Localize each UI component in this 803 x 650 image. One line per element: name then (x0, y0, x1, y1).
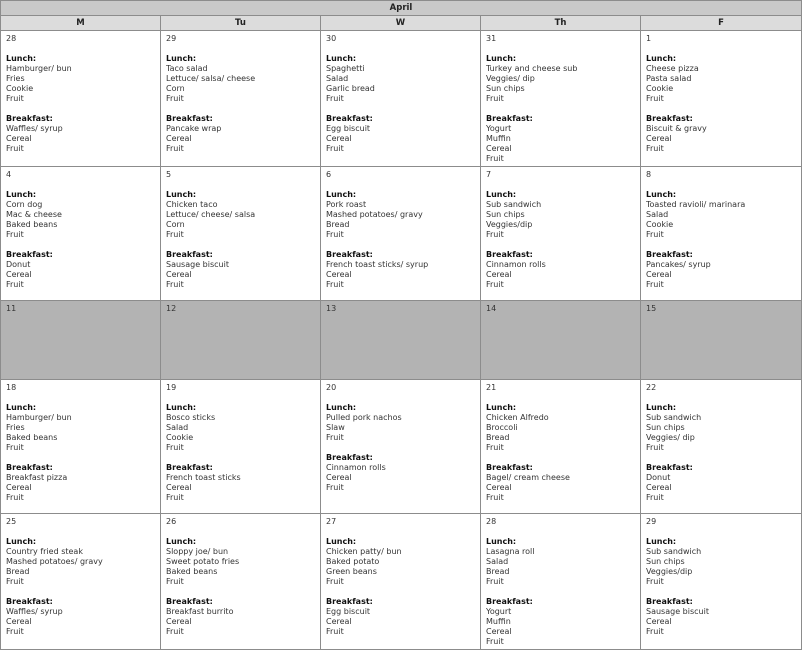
date-number: 13 (326, 304, 337, 313)
month-title: April (1, 1, 802, 16)
lunch-item: Green beans (326, 567, 377, 576)
section-spacer (486, 240, 635, 250)
date-number: 18 (6, 383, 17, 392)
date-number: 6 (326, 170, 332, 179)
lunch-item: Salad (326, 74, 349, 83)
breakfast-item: Egg biscuit (326, 607, 371, 616)
breakfast-item: Fruit (326, 627, 344, 636)
lunch-heading: Lunch: (646, 537, 677, 546)
breakfast-item: Fruit (166, 493, 184, 502)
section-spacer (166, 587, 315, 597)
no-school-day-cell (161, 301, 321, 380)
breakfast-item: Pancake wrap (166, 124, 222, 133)
day-cell (1, 167, 161, 301)
breakfast-heading: Breakfast: (486, 597, 533, 606)
lunch-heading: Lunch: (486, 537, 517, 546)
lunch-item: Fruit (646, 230, 664, 239)
day-cell (1, 380, 161, 514)
lunch-item: Sub sandwich (646, 413, 702, 422)
section-spacer (326, 104, 475, 114)
no-school-day-cell (321, 301, 481, 380)
date-number: 19 (166, 383, 177, 392)
breakfast-item: Cereal (326, 473, 352, 482)
lunch-item: Salad (646, 210, 669, 219)
month-title-row (1, 1, 802, 16)
lunch-item: Bosco sticks (166, 413, 216, 422)
day-cell (321, 31, 481, 167)
day-cell (641, 167, 802, 301)
breakfast-item: Muffin (486, 134, 511, 143)
date-number: 30 (326, 34, 337, 43)
lunch-item: Pulled pork nachos (326, 413, 402, 422)
date-number: 31 (486, 34, 497, 43)
lunch-heading: Lunch: (486, 190, 517, 199)
lunch-item: Mac & cheese (6, 210, 62, 219)
breakfast-item: Waffles/ syrup (6, 607, 63, 616)
lunch-item: Baked beans (166, 567, 218, 576)
lunch-item: Fruit (6, 230, 24, 239)
breakfast-item: Fruit (6, 493, 24, 502)
breakfast-item: Fruit (486, 637, 504, 646)
weekday-header-row (1, 16, 802, 31)
section-spacer (486, 587, 635, 597)
breakfast-item: Egg biscuit (326, 124, 371, 133)
section-spacer (6, 104, 155, 114)
breakfast-item: Fruit (326, 483, 344, 492)
lunch-item: Fruit (6, 577, 24, 586)
breakfast-heading: Breakfast: (6, 114, 53, 123)
lunch-item: Salad (486, 557, 509, 566)
lunch-item: Hamburger/ bun (6, 64, 72, 73)
breakfast-item: Fruit (166, 144, 184, 153)
breakfast-item: Cereal (6, 483, 32, 492)
breakfast-item: Cereal (326, 270, 352, 279)
breakfast-item: Cereal (166, 483, 192, 492)
breakfast-item: Fruit (6, 627, 24, 636)
lunch-item: Chicken taco (166, 200, 218, 209)
lunch-item: Fruit (486, 443, 504, 452)
breakfast-item: Muffin (486, 617, 511, 626)
day-cell (481, 31, 641, 167)
lunch-item: Veggies/dip (486, 220, 533, 229)
day-cell (161, 31, 321, 167)
lunch-item: Slaw (326, 423, 345, 432)
day-cell (641, 514, 802, 650)
lunch-item: Pasta salad (646, 74, 692, 83)
lunch-item: Sweet potato fries (166, 557, 240, 566)
breakfast-item: Fruit (646, 627, 664, 636)
breakfast-item: Breakfast pizza (6, 473, 68, 482)
breakfast-item: Fruit (166, 627, 184, 636)
lunch-item: Cookie (646, 84, 674, 93)
lunch-item: Toasted ravioli/ marinara (646, 200, 746, 209)
section-spacer (646, 587, 796, 597)
breakfast-item: Breakfast burrito (166, 607, 234, 616)
lunch-item: Sub sandwich (646, 547, 702, 556)
lunch-item: Corn dog (6, 200, 43, 209)
section-spacer (646, 104, 796, 114)
weekday-header: M (1, 16, 161, 31)
lunch-item: Broccoli (486, 423, 518, 432)
lunch-item: Salad (166, 423, 189, 432)
breakfast-heading: Breakfast: (166, 114, 213, 123)
breakfast-item: Fruit (326, 144, 344, 153)
breakfast-heading: Breakfast: (166, 463, 213, 472)
breakfast-item: French toast sticks (166, 473, 241, 482)
lunch-item: Corn (166, 84, 185, 93)
breakfast-item: Fruit (486, 493, 504, 502)
breakfast-item: French toast sticks/ syrup (326, 260, 429, 269)
lunch-item: Fruit (166, 577, 184, 586)
lunch-item: Spaghetti (326, 64, 365, 73)
breakfast-item: Fruit (166, 280, 184, 289)
date-number: 14 (486, 304, 497, 313)
breakfast-item: Sausage biscuit (166, 260, 229, 269)
breakfast-item: Cinnamon rolls (326, 463, 386, 472)
breakfast-item: Fruit (326, 280, 344, 289)
lunch-item: Sun chips (486, 84, 525, 93)
date-number: 15 (646, 304, 657, 313)
breakfast-heading: Breakfast: (326, 114, 373, 123)
breakfast-item: Cereal (326, 134, 352, 143)
breakfast-item: Donut (6, 260, 31, 269)
lunch-item: Hamburger/ bun (6, 413, 72, 422)
lunch-item: Fruit (166, 230, 184, 239)
weekday-header: W (321, 16, 481, 31)
lunch-heading: Lunch: (166, 54, 197, 63)
breakfast-item: Fruit (6, 280, 24, 289)
date-number: 20 (326, 383, 337, 392)
date-number: 29 (166, 34, 177, 43)
breakfast-item: Pancakes/ syrup (646, 260, 711, 269)
lunch-heading: Lunch: (166, 190, 197, 199)
section-spacer (326, 443, 475, 453)
date-number: 1 (646, 34, 652, 43)
lunch-item: Veggies/dip (646, 567, 693, 576)
lunch-item: Lettuce/ salsa/ cheese (166, 74, 256, 83)
lunch-item: Fruit (486, 230, 504, 239)
lunch-item: Fruit (166, 94, 184, 103)
lunch-item: Fruit (6, 94, 24, 103)
breakfast-item: Yogurt (486, 124, 512, 133)
lunch-item: Chicken patty/ bun (326, 547, 402, 556)
section-spacer (6, 240, 155, 250)
breakfast-item: Cereal (166, 617, 192, 626)
lunch-heading: Lunch: (646, 403, 677, 412)
breakfast-heading: Breakfast: (486, 114, 533, 123)
breakfast-item: Fruit (646, 144, 664, 153)
no-school-day-cell (481, 301, 641, 380)
date-number: 5 (166, 170, 172, 179)
day-cell (481, 167, 641, 301)
section-spacer (166, 240, 315, 250)
breakfast-item: Fruit (486, 154, 504, 163)
breakfast-heading: Breakfast: (326, 597, 373, 606)
lunch-item: Baked beans (6, 433, 58, 442)
breakfast-heading: Breakfast: (166, 597, 213, 606)
lunch-item: Country fried steak (6, 547, 83, 556)
lunch-item: Veggies/ dip (486, 74, 535, 83)
day-cell (161, 380, 321, 514)
lunch-item: Fruit (326, 433, 344, 442)
lunch-item: Bread (486, 433, 510, 442)
lunch-item: Baked beans (6, 220, 58, 229)
day-cell (1, 514, 161, 650)
breakfast-item: Fruit (646, 280, 664, 289)
lunch-item: Bread (326, 220, 350, 229)
breakfast-item: Sausage biscuit (646, 607, 709, 616)
day-cell (641, 380, 802, 514)
lunch-item: Turkey and cheese sub (486, 64, 578, 73)
lunch-item: Mashed potatoes/ gravy (326, 210, 423, 219)
breakfast-heading: Breakfast: (6, 250, 53, 259)
section-spacer (486, 453, 635, 463)
lunch-item: Garlic bread (326, 84, 375, 93)
lunch-item: Bread (6, 567, 30, 576)
breakfast-heading: Breakfast: (486, 250, 533, 259)
breakfast-heading: Breakfast: (646, 597, 693, 606)
lunch-item: Cookie (6, 84, 34, 93)
date-number: 25 (6, 517, 17, 526)
section-spacer (646, 453, 796, 463)
breakfast-item: Cereal (486, 270, 512, 279)
lunch-heading: Lunch: (326, 190, 357, 199)
lunch-item: Fruit (646, 94, 664, 103)
lunch-item: Fruit (166, 443, 184, 452)
lunch-item: Lettuce/ cheese/ salsa (166, 210, 256, 219)
breakfast-item: Cereal (646, 134, 672, 143)
week-row (1, 380, 802, 514)
date-number: 28 (6, 34, 17, 43)
weekday-header: Th (481, 16, 641, 31)
no-school-day-cell (641, 301, 802, 380)
section-spacer (326, 240, 475, 250)
section-spacer (166, 453, 315, 463)
breakfast-item: Cereal (6, 134, 32, 143)
lunch-item: Cookie (646, 220, 674, 229)
lunch-item: Bread (486, 567, 510, 576)
lunch-heading: Lunch: (6, 190, 37, 199)
lunch-item: Fruit (646, 577, 664, 586)
weekday-header: F (641, 16, 802, 31)
day-cell (321, 380, 481, 514)
breakfast-heading: Breakfast: (326, 250, 373, 259)
date-number: 21 (486, 383, 497, 392)
lunch-heading: Lunch: (166, 537, 197, 546)
date-number: 22 (646, 383, 657, 392)
lunch-item: Sub sandwich (486, 200, 542, 209)
date-number: 27 (326, 517, 337, 526)
lunch-item: Cookie (166, 433, 194, 442)
breakfast-item: Cereal (326, 617, 352, 626)
lunch-item: Fruit (486, 94, 504, 103)
breakfast-item: Cereal (486, 627, 512, 636)
lunch-item: Mashed potatoes/ gravy (6, 557, 103, 566)
day-cell (161, 514, 321, 650)
breakfast-heading: Breakfast: (6, 463, 53, 472)
breakfast-item: Cereal (486, 144, 512, 153)
section-spacer (326, 587, 475, 597)
lunch-item: Pork roast (326, 200, 367, 209)
breakfast-item: Bagel/ cream cheese (486, 473, 570, 482)
lunch-heading: Lunch: (6, 537, 37, 546)
breakfast-heading: Breakfast: (646, 114, 693, 123)
date-number: 12 (166, 304, 177, 313)
breakfast-heading: Breakfast: (166, 250, 213, 259)
day-cell (481, 380, 641, 514)
day-cell (641, 31, 802, 167)
week-row (1, 31, 802, 167)
lunch-heading: Lunch: (6, 54, 37, 63)
lunch-item: Fruit (646, 443, 664, 452)
lunch-item: Fruit (6, 443, 24, 452)
day-cell (321, 167, 481, 301)
day-cell (321, 514, 481, 650)
weekday-header: Tu (161, 16, 321, 31)
lunch-item: Sun chips (646, 423, 685, 432)
lunch-item: Chicken Alfredo (486, 413, 549, 422)
lunch-item: Taco salad (166, 64, 208, 73)
lunch-item: Lasagna roll (486, 547, 535, 556)
breakfast-heading: Breakfast: (646, 463, 693, 472)
lunch-item: Sun chips (646, 557, 685, 566)
lunch-item: Corn (166, 220, 185, 229)
breakfast-item: Cereal (6, 617, 32, 626)
breakfast-item: Cereal (486, 483, 512, 492)
breakfast-heading: Breakfast: (326, 453, 373, 462)
lunch-heading: Lunch: (646, 190, 677, 199)
lunch-heading: Lunch: (166, 403, 197, 412)
date-number: 28 (486, 517, 497, 526)
breakfast-item: Donut (646, 473, 671, 482)
breakfast-item: Fruit (646, 493, 664, 502)
breakfast-item: Fruit (486, 280, 504, 289)
lunch-heading: Lunch: (646, 54, 677, 63)
section-spacer (646, 240, 796, 250)
section-spacer (166, 104, 315, 114)
breakfast-item: Cinnamon rolls (486, 260, 546, 269)
lunch-item: Cheese pizza (646, 64, 699, 73)
breakfast-heading: Breakfast: (486, 463, 533, 472)
lunch-item: Fries (6, 74, 25, 83)
lunch-item: Veggies/ dip (646, 433, 695, 442)
lunch-item: Fruit (326, 94, 344, 103)
breakfast-item: Cereal (646, 270, 672, 279)
date-number: 4 (6, 170, 12, 179)
breakfast-item: Cereal (646, 617, 672, 626)
breakfast-heading: Breakfast: (646, 250, 693, 259)
week-row (1, 167, 802, 301)
lunch-item: Fruit (326, 230, 344, 239)
day-cell (481, 514, 641, 650)
lunch-heading: Lunch: (326, 403, 357, 412)
date-number: 7 (486, 170, 492, 179)
lunch-item: Fruit (486, 577, 504, 586)
day-cell (1, 31, 161, 167)
section-spacer (486, 104, 635, 114)
week-row (1, 514, 802, 650)
lunch-item: Sun chips (486, 210, 525, 219)
date-number: 29 (646, 517, 657, 526)
breakfast-item: Cereal (6, 270, 32, 279)
breakfast-item: Yogurt (486, 607, 512, 616)
lunch-item: Fruit (326, 577, 344, 586)
breakfast-item: Cereal (166, 134, 192, 143)
lunch-heading: Lunch: (326, 537, 357, 546)
section-spacer (6, 587, 155, 597)
calendar-body (1, 31, 802, 650)
lunch-heading: Lunch: (486, 403, 517, 412)
section-spacer (6, 453, 155, 463)
no-school-day-cell (1, 301, 161, 380)
breakfast-item: Cereal (166, 270, 192, 279)
breakfast-item: Fruit (6, 144, 24, 153)
breakfast-heading: Breakfast: (6, 597, 53, 606)
date-number: 26 (166, 517, 177, 526)
lunch-heading: Lunch: (486, 54, 517, 63)
lunch-item: Sloppy joe/ bun (166, 547, 229, 556)
lunch-item: Baked potato (326, 557, 380, 566)
lunch-heading: Lunch: (6, 403, 37, 412)
week-row (1, 301, 802, 380)
breakfast-item: Waffles/ syrup (6, 124, 63, 133)
lunch-item: Fries (6, 423, 25, 432)
date-number: 11 (6, 304, 17, 313)
lunch-heading: Lunch: (326, 54, 357, 63)
date-number: 8 (646, 170, 652, 179)
day-cell (161, 167, 321, 301)
breakfast-item: Cereal (646, 483, 672, 492)
breakfast-item: Biscuit & gravy (646, 124, 707, 133)
